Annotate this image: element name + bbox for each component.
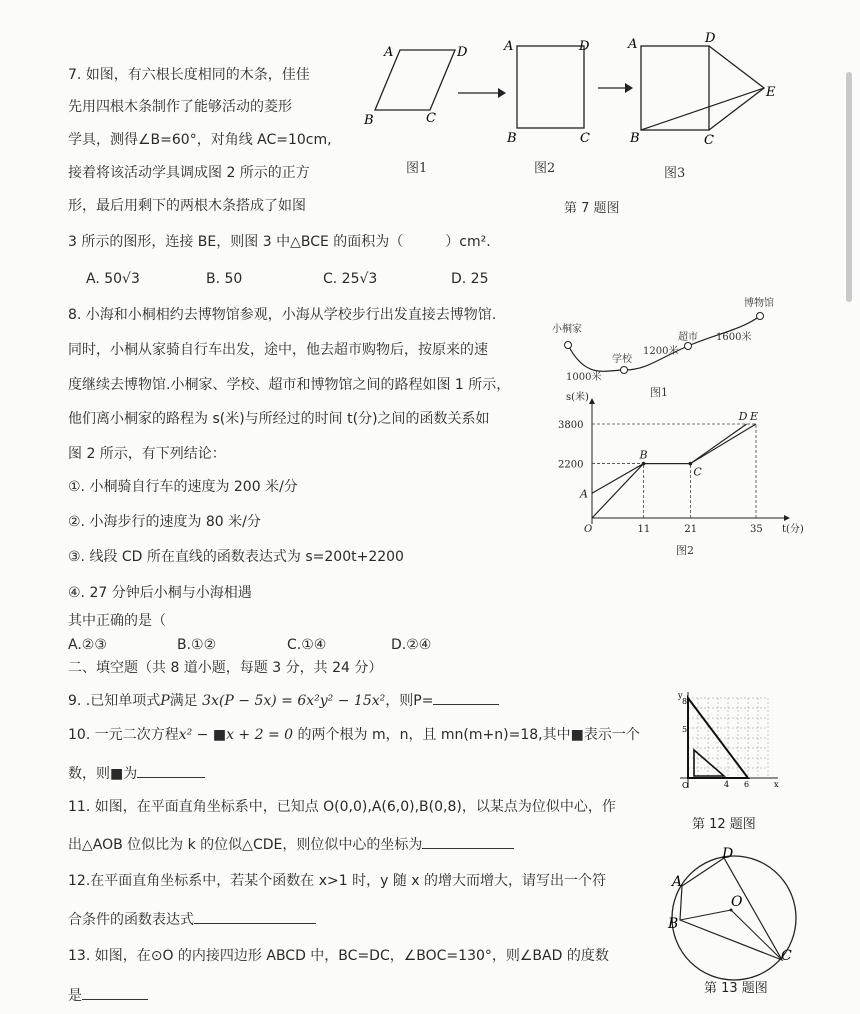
x-axis-arrow-icon: [784, 515, 790, 521]
q8-option-d: D.②④: [391, 637, 432, 653]
q13-caption: 第 13 题图: [704, 981, 768, 996]
q8-conclusion-3: ③. 线段 CD 所在直线的函数表达式为 s=200t+2200: [68, 549, 404, 565]
svg-text:A: A: [672, 874, 683, 890]
q7-line-6: 3 所示的图形，连接 BE，则图 3 中△BCE 的面积为（ ）cm².: [68, 234, 491, 250]
q12-line-1: 12.在平面直角坐标系中，若某个函数在 x>1 时，y 随 x 的增大而增大，请写出一个符: [68, 873, 607, 889]
q13-answer-blank[interactable]: [82, 985, 148, 1000]
svg-text:E: E: [766, 85, 776, 100]
q8-line-1: 8. 小海和小桐相约去博物馆参观，小海从学校步行出发直接去博物馆.: [68, 307, 497, 323]
q7-line-1: 7. 如图，有六根长度相同的木条，佳佳: [68, 67, 310, 83]
square-shape-fig3: [641, 46, 709, 130]
q11-line-1: 11. 如图，在平面直角坐标系中，已知点 O(0,0),A(6,0),B(0,8)，以某点为位似中心，作: [68, 799, 616, 815]
arrow-right-icon: [625, 83, 633, 93]
q8-option-b: B.①②: [177, 637, 217, 653]
q8-line-4: 他们离小桐家的路程为 s(米)与所经过的时间 t(分)之间的函数关系如: [68, 411, 490, 427]
svg-text:C: C: [426, 111, 436, 126]
svg-text:D: D: [579, 39, 590, 54]
svg-text:B: B: [668, 916, 679, 932]
q12-caption: 第 12 题图: [692, 817, 756, 832]
dist-1: 1000米: [566, 372, 602, 383]
home-point: [565, 342, 572, 349]
scrollbar[interactable]: [846, 72, 852, 302]
fig1-label: 图1: [406, 161, 428, 176]
museum-point: [757, 313, 764, 320]
fig2-label: 图2: [534, 161, 556, 176]
x-tick-35: 35: [750, 524, 763, 535]
q8-conclusion-4: ④. 27 分钟后小桐与小海相遇: [68, 585, 252, 601]
home-label: 小桐家: [552, 324, 582, 335]
q7-option-b: B. 50: [206, 271, 243, 287]
origin-label: O: [584, 524, 593, 535]
q8-conclusion-1: ①. 小桐骑自行车的速度为 200 米/分: [68, 479, 298, 495]
svg-text:5: 5: [682, 725, 688, 734]
svg-text:O: O: [682, 781, 689, 790]
point-b-marker: [642, 462, 646, 466]
svg-text:6: 6: [744, 780, 750, 789]
q13-line-1: 13. 如图，在⊙O 的内接四边形 ABCD 中，BC=DC，∠BOC=130°，则∠BAD 的度数: [68, 948, 609, 964]
point-a: A: [580, 487, 588, 501]
q8-route-map: [546, 290, 796, 400]
q7-option-c: C. 25√3: [323, 271, 378, 287]
svg-text:B: B: [364, 113, 374, 128]
svg-text:A: A: [628, 37, 638, 52]
q10-answer-blank[interactable]: [137, 763, 205, 778]
svg-text:D: D: [705, 31, 716, 46]
q8-line-3: 度继续去博物馆.小桐家、学校、超市和博物馆之间的路程如图 1 所示，: [68, 377, 511, 393]
market-point: [685, 343, 692, 350]
x-tick-21: 21: [684, 524, 698, 535]
y-tick-3800: 3800: [558, 420, 584, 431]
y-tick-2200: 2200: [558, 459, 584, 471]
school-point: [621, 367, 628, 374]
triangle-cde: [694, 750, 724, 776]
square-shape: [517, 46, 584, 128]
point-c-marker: [689, 462, 693, 466]
x-axis-label: t(分): [782, 524, 804, 535]
point-b: B: [639, 448, 648, 462]
svg-text:D: D: [457, 45, 468, 60]
svg-text:D: D: [722, 846, 734, 862]
segment-be: [641, 88, 764, 130]
q11-line-2: 出△AOB 位似比为 k 的位似△CDE，则位似中心的坐标为: [68, 834, 514, 854]
arrow-right-icon: [498, 88, 506, 98]
q7-line-2: 先用四根木条制作了能够活动的菱形: [68, 99, 292, 115]
market-label: 超市: [678, 332, 698, 343]
q9-answer-blank[interactable]: [433, 690, 499, 705]
q7-figure-caption: 第 7 题图: [564, 201, 620, 216]
q7-line-5: 形，最后用剩下的两根木条搭成了如图: [68, 198, 306, 214]
y-axis-label: s(米): [566, 392, 589, 403]
section-2-title: 二、填空题（共 8 道小题，每题 3 分，共 24 分）: [68, 660, 383, 676]
dist-3: 1600米: [716, 332, 752, 343]
museum-label: 博物馆: [744, 298, 774, 309]
triangle-dce: [709, 46, 764, 130]
q7-option-d: D. 25: [451, 271, 489, 287]
fig3-label: 图3: [664, 166, 686, 181]
svg-text:4: 4: [724, 780, 730, 789]
q8-option-c: C.①④: [287, 637, 327, 653]
dist-2: 1200米: [643, 346, 679, 357]
point-d: D: [738, 410, 748, 423]
svg-text:A: A: [384, 45, 394, 60]
x-tick-11: 11: [637, 524, 651, 535]
point-c: C: [693, 465, 702, 479]
q8-option-a: A.②③: [68, 637, 107, 653]
q12-line-2: 合条件的函数表达式: [68, 909, 316, 929]
q7-line-4: 接着将该活动学具调成图 2 所示的正方: [68, 165, 310, 181]
q7-line-3: 学具，测得∠B=60°，对角线 AC=10cm,: [68, 132, 332, 148]
svg-text:C: C: [704, 133, 714, 148]
q8-line-2: 同时，小桐从家骑自行车出发，途中，他去超市购物后，按原来的速: [68, 342, 488, 358]
series-line-2: [592, 424, 747, 518]
q12-answer-blank[interactable]: [194, 909, 316, 924]
svg-text:B: B: [507, 131, 517, 146]
map-caption: 图1: [650, 386, 668, 399]
q12-figure: [668, 688, 784, 838]
q11-answer-blank[interactable]: [422, 834, 514, 849]
q9-line: 9. .已知单项式P满足 3x(P − 5x) = 6x²y² − 15x²，则P=: [68, 690, 499, 710]
q10-line-1: 10. 一元二次方程x² − ■x + 2 = 0 的两个根为 m，n，且 mn(m+n)=18,其中■表示一个: [68, 727, 640, 743]
svg-text:B: B: [630, 131, 640, 146]
q8-conclusion-2: ②. 小海步行的速度为 80 米/分: [68, 514, 261, 530]
svg-text:x: x: [774, 780, 779, 789]
svg-text:8: 8: [682, 697, 688, 706]
q7-option-a: A. 50√3: [86, 271, 140, 287]
q8-question: 其中正确的是（: [68, 613, 166, 629]
point-e: E: [750, 410, 759, 423]
q7-figures: [360, 30, 800, 220]
q10-line-2: 数，则■为: [68, 763, 205, 783]
svg-text:C: C: [580, 131, 590, 146]
svg-text:O: O: [731, 894, 743, 910]
q13-line-2: 是: [68, 985, 148, 1005]
school-label: 学校: [612, 354, 632, 365]
svg-text:C: C: [781, 948, 792, 964]
st-graph-caption: 图2: [676, 544, 694, 557]
q13-figure: [668, 842, 798, 1002]
svg-text:y: y: [678, 691, 683, 700]
svg-text:A: A: [504, 39, 514, 54]
q8-line-5: 图 2 所示，有下列结论：: [68, 446, 226, 462]
